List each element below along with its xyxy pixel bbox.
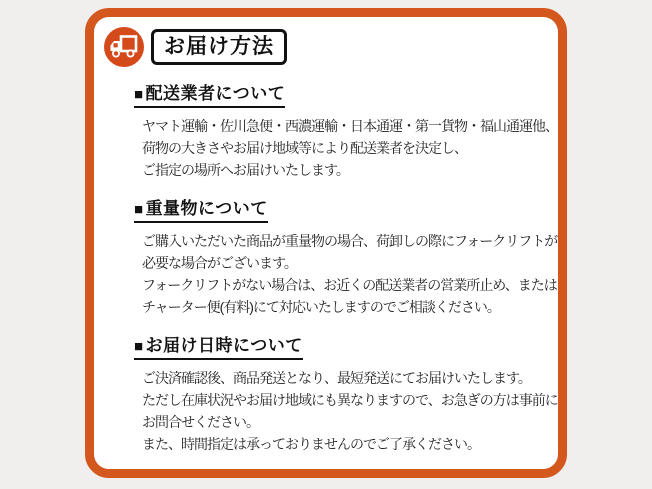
card-header <box>104 27 558 67</box>
section-shipping-carriers <box>134 79 558 181</box>
body-line: ヤマト運輸・佐川急便・西濃運輸・日本通運・第一貨物・福山通運他、 <box>142 118 558 134</box>
body-line: ご指定の場所へお届けいたします。 <box>142 162 349 178</box>
section-heavy-items <box>134 194 558 318</box>
body-line: ご購入いただいた商品が重量物の場合、荷卸しの際にフォークリフトが <box>142 233 558 249</box>
section-heading-label: お届け日時について <box>145 336 303 355</box>
body-line: お問合せください。 <box>142 414 259 430</box>
body-line: 荷物の大きさやお届け地域等により配送業者を決定し、 <box>142 140 467 156</box>
section-body <box>142 115 558 181</box>
body-line: チャーター便(有料)にて対応いたしますのでご相談ください。 <box>142 299 500 315</box>
section-body <box>142 230 558 318</box>
body-line: ただし在庫状況やお届け地域にも異なりますので、お急ぎの方は事前に <box>142 392 558 408</box>
section-heading <box>134 331 303 360</box>
body-line: また、時間指定は承っておりませんのでご了承ください。 <box>142 436 480 452</box>
section-heading <box>134 79 285 108</box>
square-bullet-icon: ■ <box>134 86 144 103</box>
page-title: お届け方法 <box>151 29 287 65</box>
sections-container <box>134 79 558 455</box>
section-delivery-datetime <box>134 331 558 455</box>
truck-icon <box>104 27 144 67</box>
body-line: ご決済確認後、商品発送となり、最短発送にてお届けいたします。 <box>142 370 531 386</box>
body-line: 必要な場合がございます。 <box>142 255 297 271</box>
delivery-info-card <box>85 8 567 478</box>
section-body <box>142 367 558 455</box>
section-heading-label: 重量物について <box>145 199 268 218</box>
square-bullet-icon: ■ <box>134 338 144 355</box>
square-bullet-icon: ■ <box>134 201 144 218</box>
body-line: フォークリフトがない場合は、お近くの配送業者の営業所止め、または <box>142 277 557 293</box>
section-heading <box>134 194 268 223</box>
section-heading-label: 配送業者について <box>145 84 286 103</box>
